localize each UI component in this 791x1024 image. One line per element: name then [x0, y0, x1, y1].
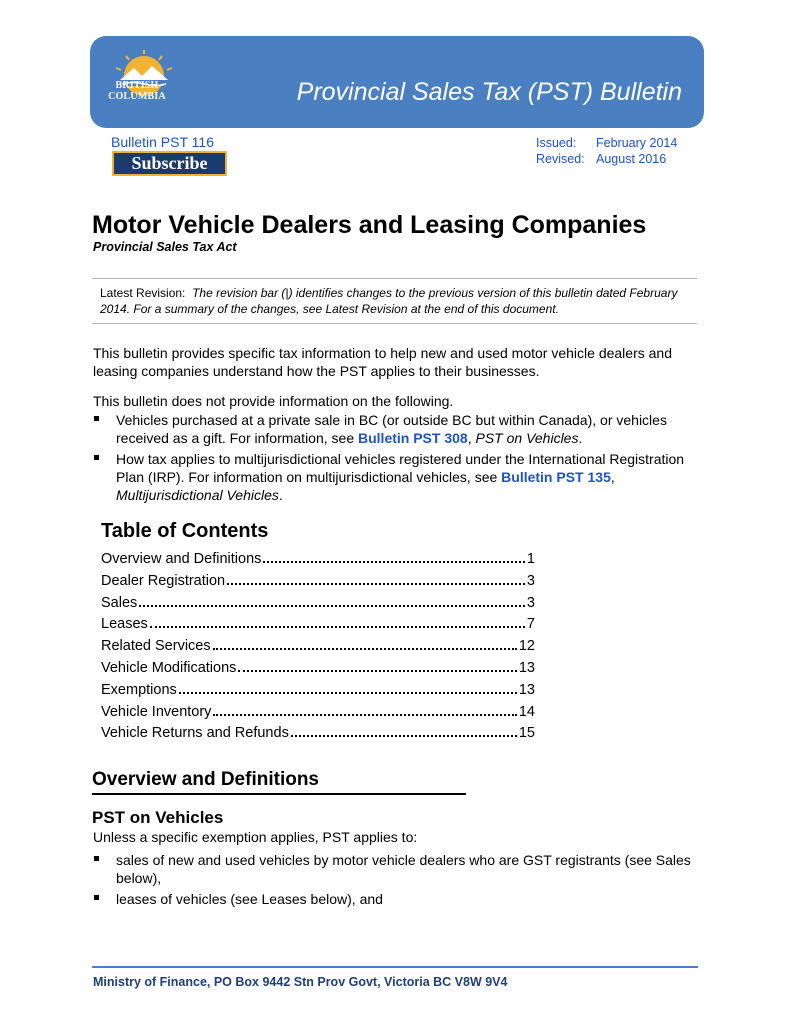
- toc-leader: [213, 714, 516, 716]
- list-item: [93, 851, 698, 887]
- toc-entry[interactable]: [101, 682, 535, 704]
- toc-entry[interactable]: [101, 704, 535, 726]
- list-item-italic: Multijurisdictional Vehicles: [116, 487, 279, 503]
- toc-leader: [139, 605, 525, 607]
- toc-entry[interactable]: [101, 638, 535, 660]
- toc-leader: [263, 561, 525, 563]
- list-item-italic: PST on Vehicles: [475, 430, 579, 446]
- toc-leader: [227, 583, 525, 585]
- overview-lead: Unless a specific exemption applies, PST applies to:: [93, 829, 418, 845]
- list-item-text: leases of vehicles (see Leases below), and: [116, 891, 383, 907]
- footer-address: Ministry of Finance, PO Box 9442 Stn Prov Govt, Victoria BC V8W 9V4: [93, 975, 508, 989]
- toc-entry-label: Leases: [101, 616, 148, 633]
- revised-date: August 2016: [596, 152, 667, 166]
- toc-entry-label: Vehicle Inventory: [101, 703, 212, 720]
- bulletin-pst-135-link[interactable]: Bulletin PST 135: [501, 469, 611, 485]
- toc-entry-label: Vehicle Modifications: [101, 659, 237, 676]
- list-item-text: sales of new and used vehicles by motor vehicle dealers who are GST registrants (see Sales below),: [116, 852, 691, 886]
- toc-entry-label: Exemptions: [101, 681, 177, 698]
- section-heading: Overview and Definitions: [92, 769, 466, 795]
- bulletin-series-title: Provincial Sales Tax (PST) Bulletin: [296, 78, 682, 106]
- revision-label: Latest Revision:: [100, 286, 186, 300]
- intro-paragraph: This bulletin provides specific tax information to help new and used motor vehicle dealers and leasing companies understand how the PST applies to their businesses.: [93, 345, 672, 379]
- exclusions-lead: This bulletin does not provide information on the following.: [93, 393, 454, 409]
- overview-list: [93, 851, 698, 911]
- revision-bar-symbol: |: [285, 286, 289, 300]
- list-item: [93, 411, 698, 447]
- toc-entry[interactable]: [101, 660, 535, 682]
- footer-divider: [92, 966, 698, 968]
- list-item: [93, 450, 698, 504]
- bulletin-number: Bulletin PST 116: [111, 134, 214, 150]
- list-item: [93, 890, 698, 908]
- toc-entry[interactable]: [101, 725, 535, 747]
- toc-entry-label: Overview and Definitions: [101, 551, 262, 567]
- bc-logo-wordmark: [100, 80, 174, 102]
- subscribe-button[interactable]: Subscribe: [112, 151, 227, 176]
- bulletin-dates: [536, 135, 677, 167]
- toc-entry[interactable]: [101, 616, 535, 638]
- toc-entry-page: 3: [526, 572, 535, 589]
- issued-date: February 2014: [596, 136, 678, 150]
- bullet-square-icon: [94, 455, 99, 460]
- list-item-text: .: [578, 430, 583, 446]
- toc-entry[interactable]: [101, 595, 535, 617]
- toc-leader: [179, 692, 517, 694]
- list-item-text: ,: [467, 430, 476, 446]
- header-banner: [90, 36, 704, 128]
- toc-entry-page: 7: [526, 616, 535, 633]
- toc-entry-label: Dealer Registration: [101, 572, 226, 589]
- toc-leader: [213, 648, 517, 650]
- toc-entry-page: 13: [518, 681, 535, 698]
- bullet-square-icon: [94, 856, 99, 861]
- list-item-text: .: [278, 487, 283, 503]
- toc-entry-label: Related Services: [101, 638, 211, 655]
- list-item-text: How tax applies to multijurisdictional vehicles registered under the International Registration Plan (IRP). For information on multijurisdictional vehicles, see: [116, 451, 685, 485]
- toc-leader: [238, 670, 516, 672]
- toc-entry-label: Vehicle Returns and Refunds: [101, 725, 289, 742]
- revision-text-2: ) identifies changes to the previous version of this bulletin dated February 2014. For a summary of the changes, see Latest Revision at the end of this document.: [100, 286, 678, 316]
- latest-revision-note: [92, 278, 697, 324]
- toc-leader: [291, 735, 517, 737]
- bullet-square-icon: [94, 895, 99, 900]
- toc-entry-page: 15: [518, 725, 535, 742]
- exclusions-list: [93, 411, 698, 507]
- toc-entry-page: 14: [518, 703, 535, 720]
- table-of-contents: [101, 551, 535, 747]
- subsection-heading: PST on Vehicles: [92, 808, 224, 827]
- bulletin-pst-308-link[interactable]: Bulletin PST 308: [358, 430, 468, 446]
- issued-label: Issued:: [536, 136, 577, 150]
- toc-entry-page: 13: [518, 659, 535, 676]
- page-title: Motor Vehicle Dealers and Leasing Companies: [92, 211, 647, 239]
- toc-leader: [150, 626, 525, 628]
- toc-entry[interactable]: [101, 551, 535, 573]
- toc-entry-page: 3: [526, 594, 535, 611]
- logo-line-1: BRITISH: [115, 80, 159, 91]
- act-name: Provincial Sales Tax Act: [93, 240, 237, 254]
- toc-entry-label: Sales: [101, 594, 138, 611]
- list-item-text: Vehicles purchased at a private sale in BC (or outside BC but within Canada), or vehicles received as a gift. For information, see: [116, 412, 667, 446]
- toc-entry-page: 1: [526, 551, 535, 567]
- toc-entry-page: 12: [518, 638, 535, 655]
- toc-title: Table of Contents: [101, 520, 269, 542]
- revision-text-1: The revision bar (: [192, 286, 286, 300]
- list-item-text: ,: [610, 469, 615, 485]
- bullet-square-icon: [94, 416, 99, 421]
- logo-line-2: COLUMBIA: [108, 91, 166, 102]
- toc-entry[interactable]: [101, 573, 535, 595]
- revised-label: Revised:: [536, 152, 585, 166]
